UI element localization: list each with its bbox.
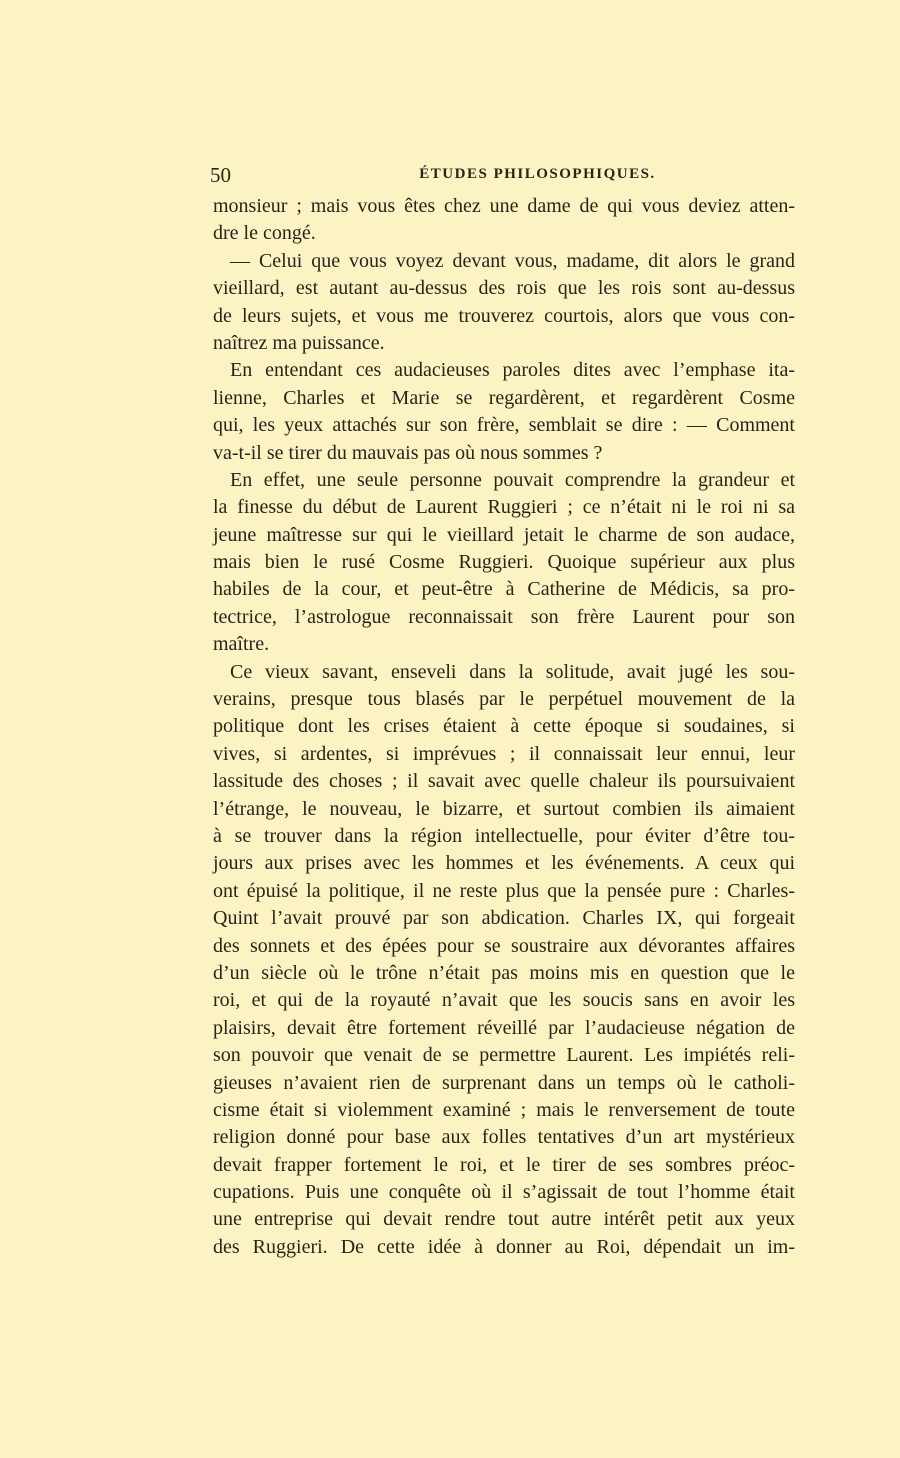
text-line: son pouvoir que venait de se permettre Laurent. Les impiétés reli- (213, 1044, 795, 1067)
text-line: lienne, Charles et Marie se regardèrent, et regardèrent Cosme (213, 386, 795, 409)
text-line: Quint l’avait prouvé par son abdication. Charles IX, qui forgeait (213, 907, 795, 930)
text-line: va-t-il se tirer du mauvais pas où nous sommes ? (213, 441, 603, 464)
text-line: dre le congé. (213, 222, 316, 245)
text-line: naîtrez ma puissance. (213, 331, 385, 354)
text-line: devait frapper fortement le roi, et le tirer de ses sombres préoc- (213, 1153, 795, 1176)
running-title: ÉTUDES PHILOSOPHIQUES. (419, 166, 656, 182)
text-line: En effet, une seule personne pouvait comprendre la grandeur et (230, 468, 795, 491)
text-line: lassitude des choses ; il savait avec quelle chaleur ils poursuivaient (213, 770, 795, 793)
text-line: — Celui que vous voyez devant vous, madame, dit alors le grand (230, 249, 795, 272)
text-line: des sonnets et des épées pour se soustraire aux dévorantes affaires (213, 934, 795, 957)
text-line: politique dont les crises étaient à cette époque si soudaines, si (213, 715, 795, 738)
text-line: jeune maîtresse sur qui le vieillard jetait le charme de son audace, (213, 523, 795, 546)
text-line: cupations. Puis une conquête où il s’agissait de tout l’homme était (213, 1181, 795, 1204)
text-line: mais bien le rusé Cosme Ruggieri. Quoique supérieur aux plus (213, 551, 795, 574)
text-line: à se trouver dans la région intellectuelle, pour éviter d’être tou- (213, 824, 795, 847)
text-line: jours aux prises avec les hommes et les événements. A ceux qui (213, 852, 795, 875)
text-line: verains, presque tous blasés par le perpétuel mouvement de la (213, 688, 795, 711)
text-line: vieillard, est autant au-dessus des rois que les rois sont au-dessus (213, 277, 795, 300)
text-line: vives, si ardentes, si imprévues ; il connaissait leur ennui, leur (213, 742, 795, 765)
text-line: monsieur ; mais vous êtes chez une dame de qui vous deviez atten- (213, 195, 795, 217)
text-line: cisme était si violemment examiné ; mais le renversement de toute (213, 1098, 795, 1121)
text-line: tectrice, l’astrologue reconnaissait son frère Laurent pour son (213, 605, 795, 628)
text-line: qui, les yeux attachés sur son frère, semblait se dire : — Comment (213, 414, 795, 437)
text-line: ont épuisé la politique, il ne reste plus que la pensée pure : Charles- (213, 879, 795, 902)
text-line: d’un siècle où le trône n’était pas moins mis en question que le (213, 961, 795, 984)
running-header (210, 163, 795, 191)
text-line: maître. (213, 633, 270, 656)
text-line: gieuses n’avaient rien de surprenant dans un temps où le catholi- (213, 1071, 795, 1094)
text-line: la finesse du début de Laurent Ruggieri ; ce n’était ni le roi ni sa (213, 496, 795, 519)
text-line: l’étrange, le nouveau, le bizarre, et surtout combien ils aimaient (213, 797, 795, 820)
text-line: En entendant ces audacieuses paroles dites avec l’emphase ita- (230, 359, 795, 382)
page-number: 50 (210, 163, 231, 187)
text-line: religion donné pour base aux folles tentatives d’un art mystérieux (213, 1126, 795, 1149)
text-line: Ce vieux savant, enseveli dans la solitude, avait jugé les sou- (230, 660, 795, 683)
body-text (213, 193, 795, 1261)
text-line: plaisirs, devait être fortement réveillé par l’audacieuse négation de (213, 1016, 795, 1039)
text-line: de leurs sujets, et vous me trouverez courtois, alors que vous con- (213, 304, 795, 327)
text-line: habiles de la cour, et peut-être à Catherine de Médicis, sa pro- (213, 578, 795, 601)
text-line: roi, et qui de la royauté n’avait que les soucis sans en avoir les (213, 989, 795, 1012)
text-line: une entreprise qui devait rendre tout autre intérêt petit aux yeux (213, 1208, 795, 1231)
text-line: des Ruggieri. De cette idée à donner au Roi, dépendait un im- (213, 1235, 795, 1258)
